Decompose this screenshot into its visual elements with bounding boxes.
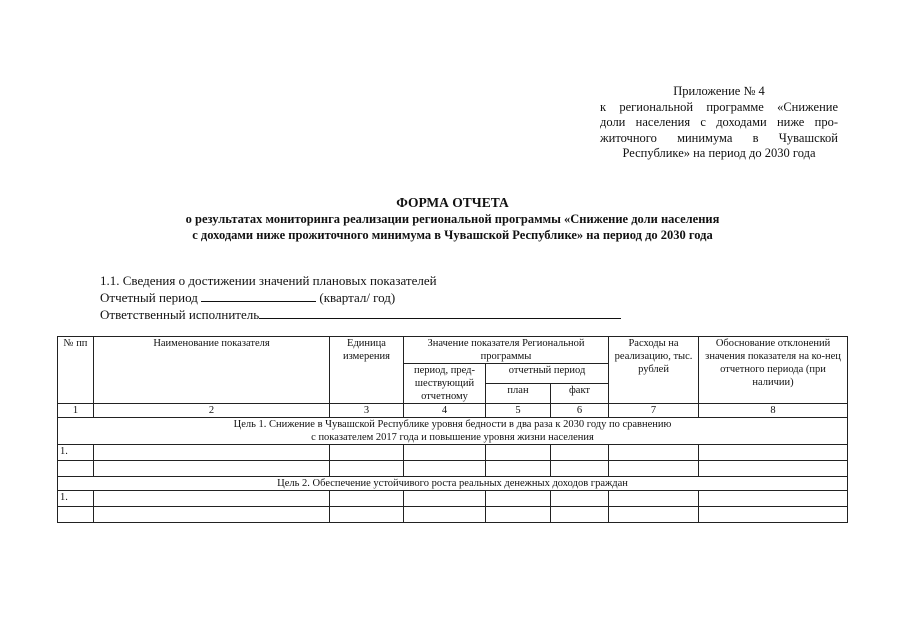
appendix-title: Приложение № 4 [673,84,765,98]
report-table [57,336,848,523]
executor-blank [259,307,621,319]
table-cell [486,445,551,461]
table-cell [699,445,848,461]
appendix-line: Республике» на период до 2030 года [622,146,816,160]
header-fact: факт [551,384,609,404]
table-cell [486,491,551,507]
table-cell [699,507,848,523]
table-cell [486,507,551,523]
form-subtitle-line1: о результатах мониторинга реализации региональной программы «Снижение доли населения [185,212,720,226]
form-title: ФОРМА ОТЧЕТА [396,195,509,210]
column-numbers-row [58,404,848,418]
header-value: Значение показателя Региональной программы [404,337,609,364]
table-cell [94,491,330,507]
column-number: 4 [404,404,486,418]
header-plan: план [486,384,551,404]
goal-row [58,418,848,445]
period-suffix: (квартал/ год) [319,290,396,305]
header-reason: Обоснование отклонений значения показателя на ко-нец отчетного периода (при наличии) [699,337,848,404]
header-costs: Расходы на реализацию, тыс. рублей [609,337,699,404]
table-cell [609,507,699,523]
table-cell [94,445,330,461]
goal-row [58,477,848,491]
column-number: 1 [58,404,94,418]
appendix-line: доли населения с доходами ниже про- [600,115,838,129]
header-name: Наименование показателя [94,337,330,404]
goal-2: Цель 2. Обеспечение устойчивого роста реальных денежных доходов граждан [58,477,848,491]
table-cell [551,445,609,461]
table-cell [330,507,404,523]
column-number: 2 [94,404,330,418]
table-cell [58,507,94,523]
header-num: № пп [58,337,94,404]
table-cell [330,461,404,477]
table-row [58,461,848,477]
table-cell [609,491,699,507]
goal-1-line1: Цель 1. Снижение в Чувашской Республике уровня бедности в два раза к 2030 году по сравнению [233,419,672,430]
header-unit: Единица измерения [330,337,404,404]
header-prev-period: период, пред-шествующий отчетному [404,364,486,404]
executor-label: Ответственный исполнитель [100,307,260,322]
header-report-period: отчетный период [486,364,609,384]
table-cell [404,507,486,523]
table-cell [699,461,848,477]
table-cell [551,507,609,523]
table-cell [609,461,699,477]
form-subtitle-line2: с доходами ниже прожиточного минимума в Чувашской Республике» на период до 2030 года [192,228,713,242]
column-number: 3 [330,404,404,418]
appendix-line: к региональной программе «Снижение [600,99,838,114]
executor-line [100,306,621,323]
table-row [58,507,848,523]
row-number: 1. [58,445,94,461]
table-cell [330,491,404,507]
table-cell [609,445,699,461]
row-number: 1. [58,491,94,507]
table-cell [486,461,551,477]
section-heading: 1.1. Сведения о достижении значений плановых показателей [100,273,437,288]
table-cell [699,491,848,507]
column-number: 6 [551,404,609,418]
table-cell [551,461,609,477]
appendix-note [600,84,838,162]
column-number: 5 [486,404,551,418]
goal-1 [58,418,848,445]
goal-1-line2: с показателем 2017 года и повышение уровня жизни населения [311,432,594,443]
table-cell [551,491,609,507]
table-cell [404,445,486,461]
period-blank [201,290,316,302]
table-cell [58,461,94,477]
column-number: 7 [609,404,699,418]
table-cell [94,461,330,477]
period-label: Отчетный период [100,290,198,305]
column-number: 8 [699,404,848,418]
appendix-line: житочного минимума в Чувашской [600,130,838,145]
period-line [100,289,395,306]
table-cell [404,461,486,477]
table-row [58,445,848,461]
table-cell [404,491,486,507]
table-cell [330,445,404,461]
table-cell [94,507,330,523]
table-row [58,491,848,507]
